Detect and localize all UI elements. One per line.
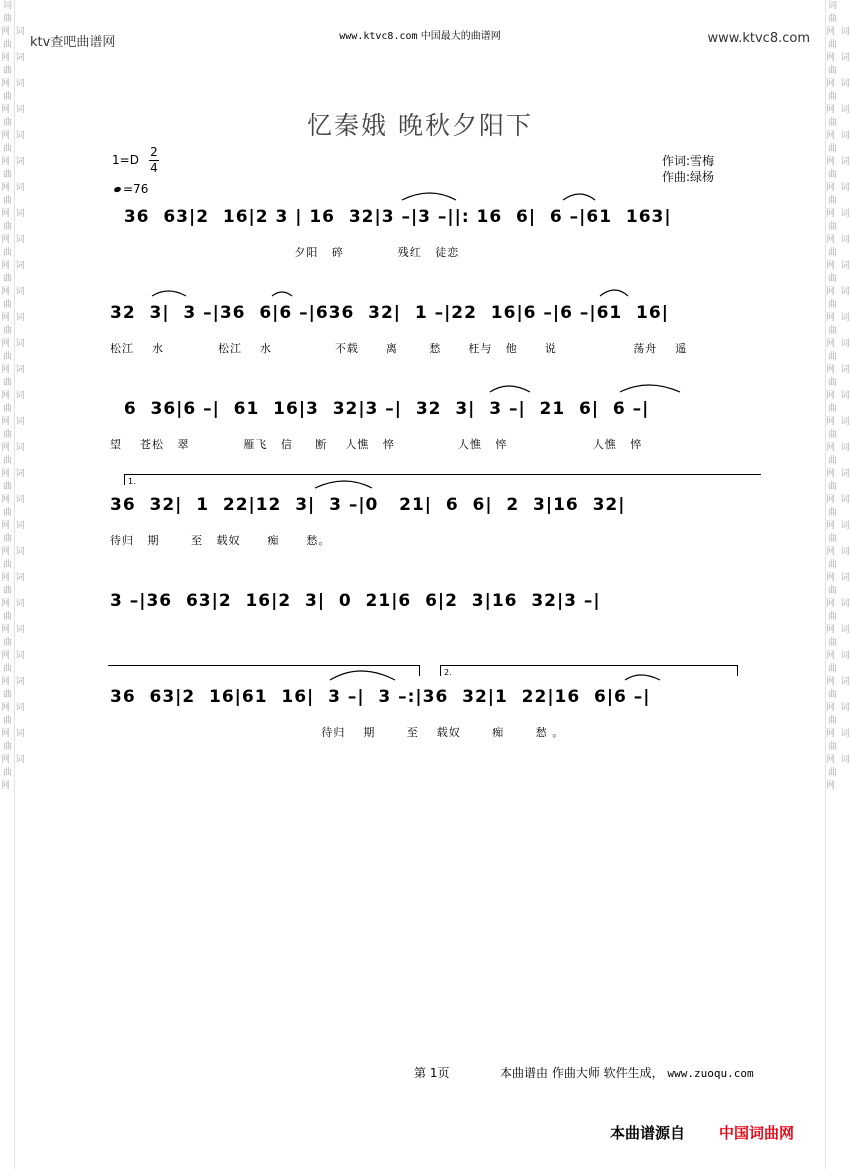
left-watermark-strip: 词曲网 词曲网 词曲网 词曲网 词曲网 词曲网 词曲网 词曲网 词曲网 词曲网 词曲网 词曲网 词曲网 词曲网 词曲网 词曲网 词曲网 词曲网 词曲网 词曲网 词曲网 词曲网 词曲网 词曲网 词曲网 词曲网 词曲网 词曲网 词曲网 词曲网	[1, 0, 15, 1169]
software-text: 本曲谱由 作曲大师 软件生成，	[500, 1066, 664, 1080]
lyricist: 作词:雪梅	[662, 154, 715, 168]
volta-bracket-1	[124, 474, 761, 485]
lyric-line-3: 望 苍松 翠 雁飞 信 断 人憔 悴 人憔 悴 人憔 悴	[110, 438, 643, 451]
lyric-line-4: 待归 期 至 载奴 痴 愁。	[110, 534, 331, 547]
right-watermark-strip: 词曲网 词曲网 词曲网 词曲网 词曲网 词曲网 词曲网 词曲网 词曲网 词曲网 词曲网 词曲网 词曲网 词曲网 词曲网 词曲网 词曲网 词曲网 词曲网 词曲网 词曲网 词曲网 词曲网 词曲网 词曲网 词曲网 词曲网 词曲网 词曲网 词曲网	[825, 0, 839, 1169]
source-label: 本曲谱源自	[610, 1124, 686, 1142]
tempo-value: =76	[123, 182, 149, 196]
tempo-marking	[114, 182, 148, 196]
lyric-line-6: 待归 期 至 载奴 痴 愁 。	[110, 726, 565, 739]
score-line-2: 32 3| 3 –|36 6|6 –|636 32| 1 –|22 16|6 –|6 –|61 16|	[110, 303, 669, 323]
credits	[662, 153, 714, 185]
software-url[interactable]: www.zuoqu.com	[667, 1067, 754, 1080]
score-line-4: 36 32| 1 22|12 3| 3 –|0 21| 6 6| 2 3|16 32|	[110, 495, 626, 515]
volta-bracket-2	[440, 665, 738, 676]
page-number: 第 1页	[414, 1066, 450, 1080]
lyric-line-1: 夕阳 碎 残红 徒恋	[110, 246, 460, 259]
lyric-line-2: 松江 水 松江 水 不载 离 愁 枉与 他 说 荡舟 遥	[110, 342, 688, 355]
score-line-3: 6 36|6 –| 61 16|3 32|3 –| 32 3| 3 –| 21 6| 6 –|	[110, 399, 650, 419]
software-credit	[500, 1064, 754, 1081]
header-center-url[interactable]: www.ktvc8.com	[339, 31, 418, 42]
key-signature: 1=D	[112, 153, 139, 167]
header-site-url[interactable]: www.ktvc8.com	[707, 31, 810, 46]
volta-label-1: 1.	[128, 477, 136, 486]
header-center-text: 中国最大的曲谱网	[420, 31, 501, 42]
header-site-name: ktv查吧曲谱网	[30, 35, 116, 50]
quarter-note-icon	[113, 186, 121, 193]
source-site-link[interactable]: 中国词曲网	[719, 1124, 795, 1142]
score-line-6: 36 63|2 16|61 16| 3 –| 3 –:|36 32|1 22|16 6|6 –|	[110, 687, 651, 707]
time-numerator: 2	[150, 145, 158, 159]
score-line-1: 36 63|2 16|2 3 | 16 32|3 –|3 –||: 16 6| 6 –|61 163|	[110, 207, 672, 227]
volta-label-2: 2.	[444, 668, 452, 677]
time-denominator: 4	[150, 161, 158, 175]
volta-bracket-end	[108, 665, 420, 676]
composer: 作曲:绿杨	[662, 170, 715, 184]
score-line-5: 3 –|36 63|2 16|2 3| 0 21|6 6|2 3|16 32|3 –|	[110, 591, 601, 611]
time-signature	[149, 145, 159, 176]
song-title: 忆秦娥 晚秋夕阳下	[307, 111, 533, 140]
